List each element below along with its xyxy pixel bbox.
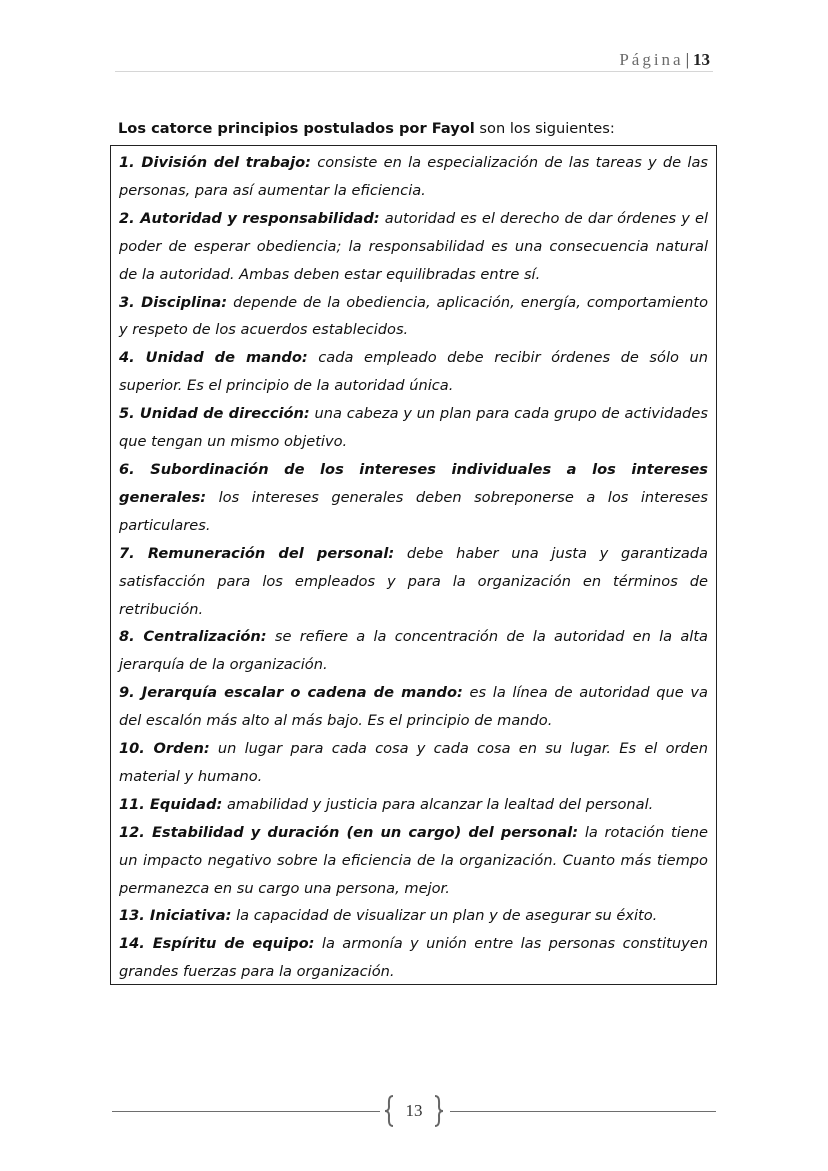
- principles-box: [110, 145, 717, 985]
- principle-title: 6. Subordinación de los intereses individuales a los intereses generales:: [119, 460, 708, 506]
- principle-item: [119, 819, 708, 903]
- footer-rule-right: [450, 1111, 716, 1112]
- principle-item: [119, 456, 708, 540]
- principle-text: un lugar para cada cosa y cada cosa en su lugar. Es el orden material y humano.: [119, 740, 708, 785]
- principle-text: una cabeza y un plan para cada grupo de actividades que tengan un mismo objetivo.: [119, 405, 708, 451]
- principle-text: la rotación tiene un impacto negativo sobre la eficiencia de la organización. Cuanto más tiempo permanezca en su cargo una persona, mejor.: [119, 823, 709, 897]
- footer-rule-left: [112, 1111, 380, 1112]
- header-separator: |: [685, 50, 689, 69]
- principle-item: [119, 735, 708, 791]
- principle-text: se refiere a la concentración de la autoridad en la alta jerarquía de la organización.: [119, 628, 708, 674]
- intro-bold: Los catorce principios postulados por Fayol: [118, 120, 475, 137]
- principle-text: cada empleado debe recibir órdenes de sólo un superior. Es el principio de la autoridad única.: [119, 349, 708, 395]
- principle-item: [119, 930, 708, 986]
- principle-item: [119, 205, 708, 289]
- principle-title: 8. Centralización:: [119, 628, 267, 646]
- principle-title: 7. Remuneración del personal:: [119, 544, 395, 562]
- page-header: [619, 50, 710, 70]
- principle-title: 5. Unidad de dirección:: [119, 405, 310, 423]
- principle-text: los intereses generales deben sobreponerse a los intereses particulares.: [119, 488, 708, 534]
- principle-title: 2. Autoridad y responsabilidad:: [119, 209, 380, 227]
- principle-title: 10. Orden:: [119, 740, 210, 758]
- principle-item: [119, 149, 708, 205]
- principle-title: 11. Equidad:: [119, 795, 223, 813]
- principle-item: [119, 679, 708, 735]
- principle-text: la capacidad de visualizar un plan y de asegurar su éxito.: [231, 907, 658, 925]
- principle-text: es la línea de autoridad que va del escalón más alto al más bajo. Es el principio de mando.: [119, 684, 708, 730]
- principle-text: debe haber una justa y garantizada satisfacción para los empleados y para la organización en términos de retribución.: [119, 544, 708, 618]
- header-rule: [115, 71, 713, 72]
- principle-title: 9. Jerarquía escalar o cadena de mando:: [119, 684, 463, 702]
- principle-item: [119, 289, 708, 345]
- principle-title: 14. Espíritu de equipo:: [119, 935, 315, 953]
- header-page-number: 13: [693, 50, 710, 69]
- principle-item: [119, 902, 708, 930]
- intro-paragraph: [118, 118, 718, 140]
- principle-title: 1. División del trabajo:: [119, 154, 311, 171]
- principle-text: amabilidad y justicia para alcanzar la lealtad del personal.: [222, 795, 654, 813]
- principle-item: [119, 623, 708, 679]
- principle-item: [119, 344, 708, 400]
- principle-title: 13. Iniciativa:: [119, 907, 232, 925]
- principle-title: 3. Disciplina:: [119, 293, 228, 311]
- principle-item: [119, 400, 708, 456]
- intro-rest: son los siguientes:: [474, 120, 615, 137]
- principle-text: autoridad es el derecho de dar órdenes y el poder de esperar obediencia; la responsabilidad es una consecuencia natural de la autoridad. Ambas deben estar equilibradas entre sí.: [119, 209, 708, 283]
- footer-page-number: 13: [405, 1101, 423, 1120]
- header-label: Página: [619, 50, 684, 69]
- principle-text: depende de la obediencia, aplicación, energía, comportamiento y respeto de los acuerdos establecidos.: [119, 293, 708, 339]
- principle-item: [119, 791, 708, 819]
- principle-item: [119, 540, 708, 624]
- principle-title: 12. Estabilidad y duración (en un cargo) del personal:: [119, 823, 579, 841]
- principle-title: 4. Unidad de mando:: [119, 349, 308, 367]
- principle-text: consiste en la especialización de las tareas y de las personas, para así aumentar la eficiencia.: [119, 154, 708, 199]
- principle-text: la armonía y unión entre las personas constituyen grandes fuerzas para la organización.: [119, 935, 708, 981]
